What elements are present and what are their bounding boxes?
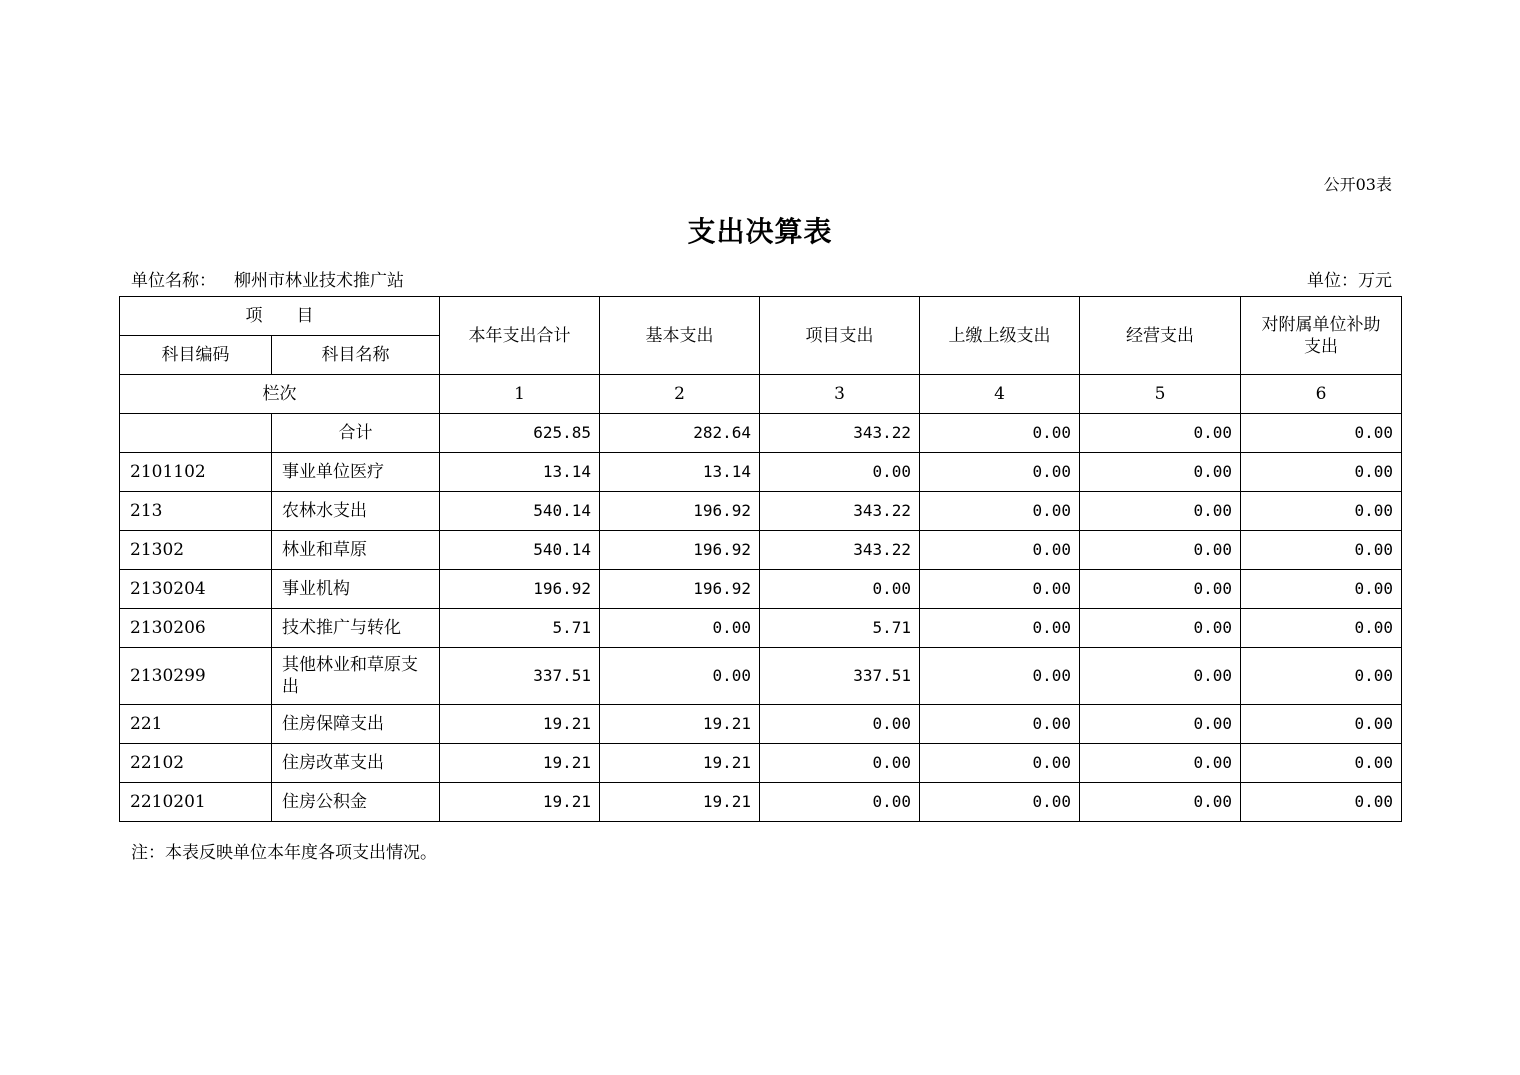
page-title: 支出决算表 — [687, 215, 833, 248]
amount-cell: 5.71 — [760, 609, 920, 648]
amount-cell: 0.00 — [920, 705, 1080, 744]
form-code: 公开03表 — [1323, 175, 1392, 194]
table-row — [120, 744, 1402, 783]
amount-cell: 0.00 — [760, 744, 920, 783]
subject-name: 住房公积金 — [272, 783, 440, 822]
amount-cell: 0.00 — [1241, 783, 1402, 822]
amount-cell: 0.00 — [760, 570, 920, 609]
table-row — [120, 492, 1402, 531]
amount-cell: 0.00 — [920, 648, 1080, 705]
subject-code: 2130206 — [120, 609, 272, 648]
amount-cell: 0.00 — [760, 453, 920, 492]
column-header: 上缴上级支出 — [920, 297, 1080, 375]
amount-cell: 19.21 — [440, 783, 600, 822]
table-row — [120, 648, 1402, 705]
amount-cell: 0.00 — [1080, 570, 1241, 609]
subject-code: 221 — [120, 705, 272, 744]
amount-cell: 0.00 — [920, 609, 1080, 648]
subject-name: 技术推广与转化 — [272, 609, 440, 648]
table-row — [120, 453, 1402, 492]
amount-cell: 0.00 — [1080, 531, 1241, 570]
column-number: 4 — [920, 375, 1080, 414]
subject-name: 住房改革支出 — [272, 744, 440, 783]
header-row — [120, 297, 1402, 336]
amount-cell: 282.64 — [600, 414, 760, 453]
column-header: 项目支出 — [760, 297, 920, 375]
amount-cell: 0.00 — [760, 783, 920, 822]
amount-cell: 196.92 — [600, 492, 760, 531]
amount-cell: 196.92 — [600, 570, 760, 609]
amount-cell: 0.00 — [1080, 414, 1241, 453]
subject-code: 2101102 — [120, 453, 272, 492]
expenditure-table — [119, 296, 1402, 822]
amount-cell: 19.21 — [600, 705, 760, 744]
amount-cell: 0.00 — [1241, 570, 1402, 609]
amount-cell: 0.00 — [1241, 609, 1402, 648]
subject-name: 林业和草原 — [272, 531, 440, 570]
code-header: 科目编码 — [120, 336, 272, 375]
amount-cell: 0.00 — [920, 453, 1080, 492]
amount-cell: 5.71 — [440, 609, 600, 648]
subject-code: 22102 — [120, 744, 272, 783]
subject-code: 213 — [120, 492, 272, 531]
amount-cell: 0.00 — [920, 492, 1080, 531]
amount-cell: 0.00 — [1080, 453, 1241, 492]
amount-cell: 19.21 — [600, 744, 760, 783]
table-row — [120, 570, 1402, 609]
amount-cell: 19.21 — [600, 783, 760, 822]
amount-cell: 343.22 — [760, 531, 920, 570]
column-number: 5 — [1080, 375, 1241, 414]
amount-cell: 0.00 — [1241, 744, 1402, 783]
amount-cell: 0.00 — [1241, 453, 1402, 492]
amount-cell: 0.00 — [920, 783, 1080, 822]
amount-cell: 0.00 — [920, 744, 1080, 783]
subject-code: 2210201 — [120, 783, 272, 822]
currency-unit: 单位：万元 — [1307, 271, 1392, 291]
amount-cell: 337.51 — [760, 648, 920, 705]
column-header: 经营支出 — [1080, 297, 1241, 375]
table-note: 注：本表反映单位本年度各项支出情况。 — [131, 843, 437, 863]
amount-cell: 0.00 — [920, 531, 1080, 570]
amount-cell: 0.00 — [920, 414, 1080, 453]
amount-cell: 13.14 — [600, 453, 760, 492]
column-header: 本年支出合计 — [440, 297, 600, 375]
amount-cell: 0.00 — [1241, 414, 1402, 453]
amount-cell: 13.14 — [440, 453, 600, 492]
subject-code — [120, 414, 272, 453]
amount-cell: 19.21 — [440, 705, 600, 744]
column-number: 6 — [1241, 375, 1402, 414]
amount-cell: 0.00 — [1241, 705, 1402, 744]
column-header: 基本支出 — [600, 297, 760, 375]
table-row — [120, 609, 1402, 648]
amount-cell: 0.00 — [1080, 609, 1241, 648]
table-row — [120, 531, 1402, 570]
amount-cell: 343.22 — [760, 492, 920, 531]
subject-name: 事业机构 — [272, 570, 440, 609]
amount-cell: 540.14 — [440, 531, 600, 570]
column-number: 1 — [440, 375, 600, 414]
subject-name: 其他林业和草原支出 — [272, 648, 440, 705]
total-row — [120, 414, 1402, 453]
subject-code: 2130204 — [120, 570, 272, 609]
subject-name: 合计 — [272, 414, 440, 453]
amount-cell: 19.21 — [440, 744, 600, 783]
amount-cell: 0.00 — [600, 609, 760, 648]
amount-cell: 196.92 — [600, 531, 760, 570]
column-header: 对附属单位补助支出 — [1241, 297, 1402, 375]
unit-name: 柳州市林业技术推广站 — [234, 271, 404, 291]
amount-cell: 0.00 — [1241, 648, 1402, 705]
amount-cell: 196.92 — [440, 570, 600, 609]
table-row — [120, 705, 1402, 744]
amount-cell: 0.00 — [920, 570, 1080, 609]
unit-name-line — [131, 266, 404, 291]
amount-cell: 0.00 — [1080, 783, 1241, 822]
amount-cell: 540.14 — [440, 492, 600, 531]
amount-cell: 0.00 — [1080, 648, 1241, 705]
subject-name: 农林水支出 — [272, 492, 440, 531]
column-number: 2 — [600, 375, 760, 414]
amount-cell: 0.00 — [1080, 492, 1241, 531]
amount-cell: 625.85 — [440, 414, 600, 453]
amount-cell: 343.22 — [760, 414, 920, 453]
item-header: 项 目 — [120, 297, 440, 336]
subject-name: 住房保障支出 — [272, 705, 440, 744]
unit-name-label: 单位名称： — [131, 271, 216, 291]
amount-cell: 337.51 — [440, 648, 600, 705]
amount-cell: 0.00 — [1241, 492, 1402, 531]
column-index-label: 栏次 — [120, 375, 440, 414]
column-number: 3 — [760, 375, 920, 414]
amount-cell: 0.00 — [1241, 531, 1402, 570]
subject-name: 事业单位医疗 — [272, 453, 440, 492]
amount-cell: 0.00 — [1080, 705, 1241, 744]
name-header: 科目名称 — [272, 336, 440, 375]
table-row — [120, 783, 1402, 822]
amount-cell: 0.00 — [760, 705, 920, 744]
amount-cell: 0.00 — [600, 648, 760, 705]
column-index-row — [120, 375, 1402, 414]
subject-code: 21302 — [120, 531, 272, 570]
amount-cell: 0.00 — [1080, 744, 1241, 783]
subject-code: 2130299 — [120, 648, 272, 705]
